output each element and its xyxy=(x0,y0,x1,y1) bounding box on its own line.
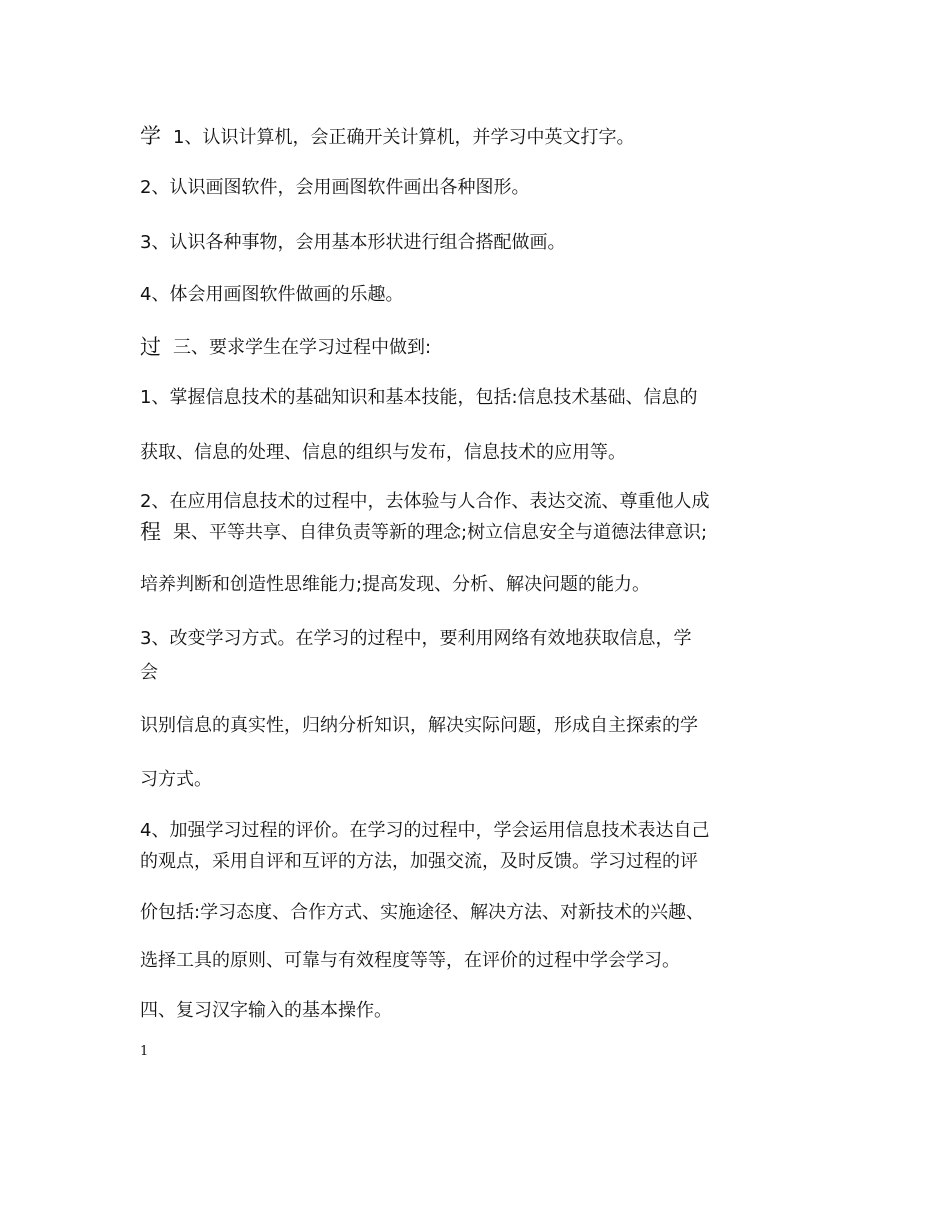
text-line-10: 培养判断和创造性思维能力;提高发现、分析、解决问题的能力。 xyxy=(140,574,651,595)
text-line-14: 习方式。 xyxy=(140,769,212,790)
text-line-11: 3、改变学习方式。在学习的过程中，要利用网络有效地获取信息，学 xyxy=(140,628,692,649)
text-line-4: 4、体会用画图软件做画的乐趣。 xyxy=(140,284,404,305)
text-line-6: 1、掌握信息技术的基础知识和基本技能，包括:信息技术基础、信息的 xyxy=(140,387,698,408)
side-label-guo: 过 xyxy=(140,335,161,359)
section-four-heading: 四、复习汉字输入的基本操作。 xyxy=(140,1000,392,1021)
page-number: 1 xyxy=(140,1044,149,1059)
text-line-1: 1、认识计算机，会正确开关计算机，并学习中英文打字。 xyxy=(173,127,635,148)
text-line-9: 果、平等共享、自律负责等新的理念;树立信息安全与道德法律意识; xyxy=(173,522,708,543)
text-line-12: 会 xyxy=(140,662,158,683)
side-label-xue: 学 xyxy=(140,124,161,148)
text-line-2: 2、认识画图软件，会用画图软件画出各种图形。 xyxy=(140,177,530,198)
text-line-7: 获取、信息的处理、信息的组织与发布，信息技术的应用等。 xyxy=(140,442,626,463)
text-line-18: 选择工具的原则、可靠与有效程度等等，在评价的过程中学会学习。 xyxy=(140,950,680,971)
text-line-8: 2、在应用信息技术的过程中，去体验与人合作、表达交流、尊重他人成 xyxy=(140,491,710,512)
side-label-cheng: 程 xyxy=(140,520,161,544)
section-three-heading: 三、要求学生在学习过程中做到: xyxy=(173,337,432,358)
text-line-3: 3、认识各种事物，会用基本形状进行组合搭配做画。 xyxy=(140,232,566,253)
text-line-17: 价包括:学习态度、合作方式、实施途径、解决方法、对新技术的兴趣、 xyxy=(140,902,705,923)
text-line-15: 4、加强学习过程的评价。在学习的过程中，学会运用信息技术表达自己 xyxy=(140,820,710,841)
text-line-13: 识别信息的真实性，归纳分析知识，解决实际问题，形成自主探索的学 xyxy=(140,715,698,736)
text-line-16: 的观点，采用自评和互评的方法，加强交流，及时反馈。学习过程的评 xyxy=(140,851,698,872)
